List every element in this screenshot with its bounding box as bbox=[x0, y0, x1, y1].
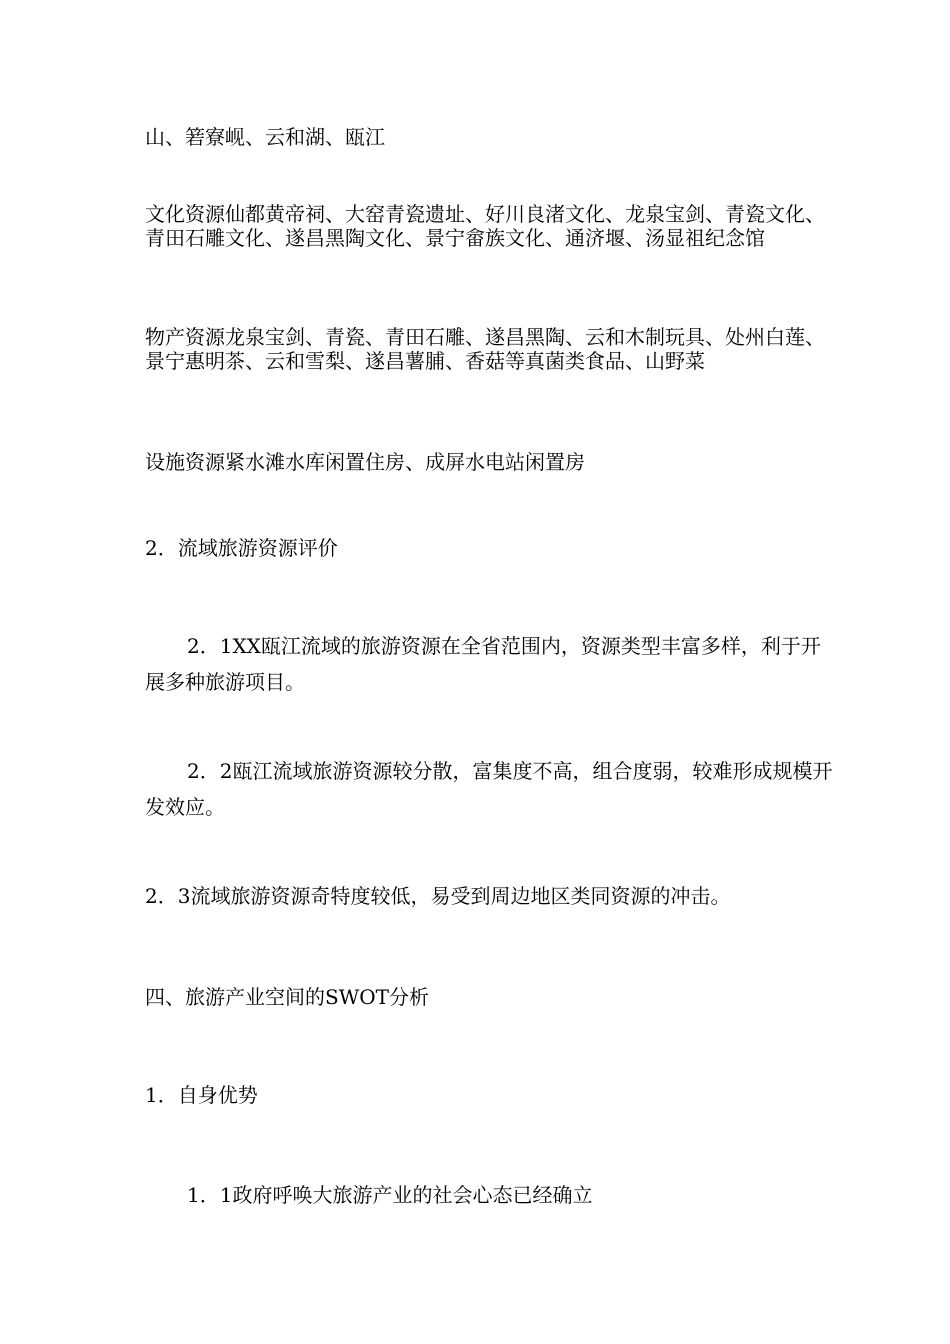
heading-swot-analysis: 四、旅游产业空间的SWOT分析 bbox=[145, 985, 429, 1009]
paragraph-evaluation-2-1: 2．1XX瓯江流域的旅游资源在全省范围内，资源类型丰富多样，利于开展多种旅游项目。 bbox=[145, 634, 821, 694]
paragraph-cultural-resources: 文化资源仙都黄帝祠、大窑青瓷遗址、好川良渚文化、龙泉宝剑、青瓷文化、青田石雕文化、遂昌黑陶文化、景宁畲族文化、通济堰、汤显祖纪念馆 bbox=[145, 202, 825, 250]
heading-own-advantages: 1．自身优势 bbox=[145, 1083, 258, 1107]
paragraph-advantage-1-1: 1．1政府呼唤大旅游产业的社会心态已经确立 bbox=[187, 1183, 593, 1207]
paragraph-natural-resources-continued: 山、箬寮岘、云和湖、瓯江 bbox=[145, 125, 385, 149]
paragraph-facility-resources: 设施资源紧水滩水库闲置住房、成屏水电站闲置房 bbox=[145, 450, 585, 474]
paragraph-product-resources: 物产资源龙泉宝剑、青瓷、青田石雕、遂昌黑陶、云和木制玩具、处州白莲、景宁惠明茶、云和雪梨、遂昌薯脯、香菇等真菌类食品、山野菜 bbox=[145, 325, 825, 373]
paragraph-evaluation-2-3: 2．3流域旅游资源奇特度较低，易受到周边地区类同资源的冲击。 bbox=[145, 884, 731, 908]
paragraph-evaluation-2-2: 2．2瓯江流域旅游资源较分散，富集度不高，组合度弱，较难形成规模开发效应。 bbox=[145, 759, 833, 819]
heading-resource-evaluation: 2．流域旅游资源评价 bbox=[145, 536, 338, 560]
